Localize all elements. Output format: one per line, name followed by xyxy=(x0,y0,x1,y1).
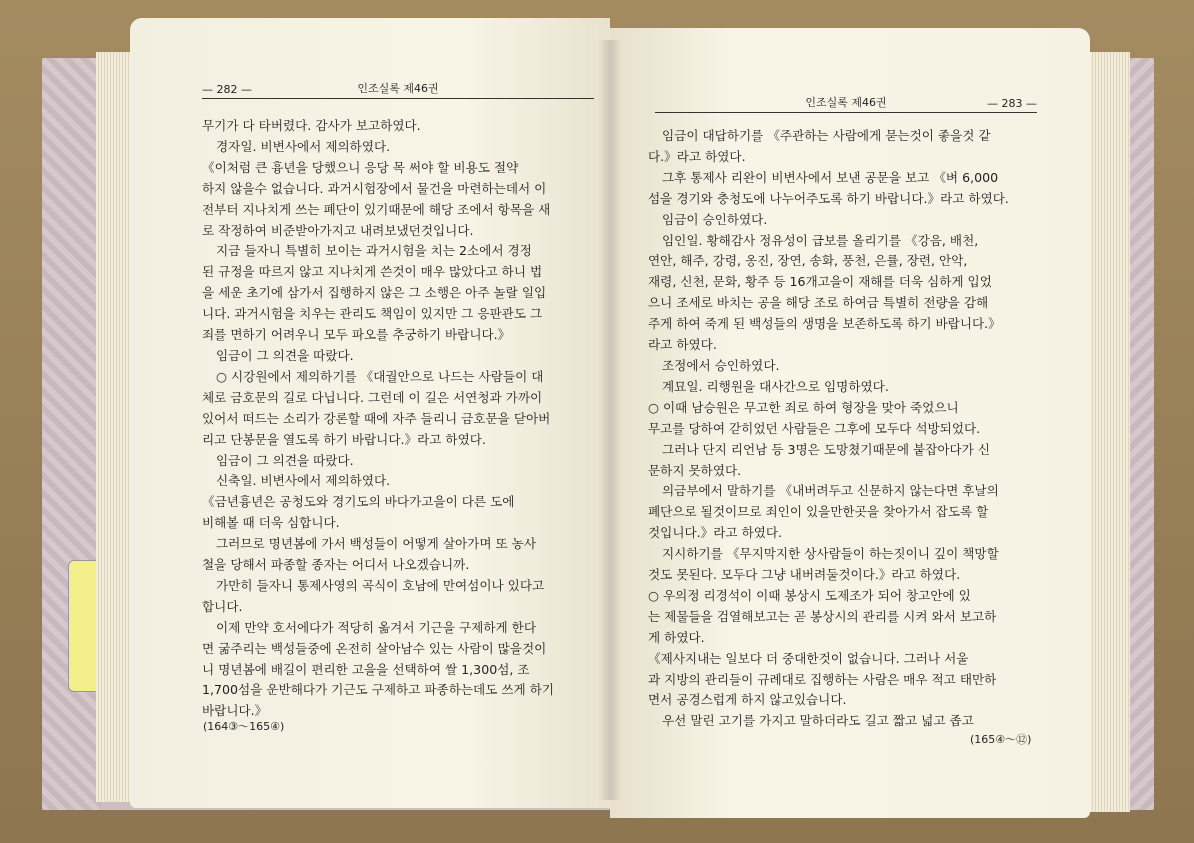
text-line: 합니다. xyxy=(202,598,243,614)
text-line: 주게 하여 죽게 된 백성들의 생명을 보존하도록 하기 바랍니다.》 xyxy=(648,316,1001,332)
text-line: 폐단으로 될것이므로 죄인이 있을만한곳을 찾아가서 잡도록 할 xyxy=(648,504,989,520)
text-line: 지시하기를 《무지막지한 상사람들이 하는짓이니 깊이 책망할 xyxy=(662,546,999,562)
left-page-body xyxy=(202,116,594,722)
text-line: 의금부에서 말하기를 《내버려두고 신문하지 않는다면 후날의 xyxy=(662,483,999,499)
text-line: 그러므로 명년봄에 가서 백성들이 어떻게 살아가며 또 농사 xyxy=(216,536,536,552)
text-line: 라고 하였다. xyxy=(648,337,717,353)
text-line: 무고를 당하여 갇히었던 사람들은 그후에 모두다 석방되었다. xyxy=(648,420,981,436)
text-line: 죄를 면하기 어려우니 모두 파오를 추궁하기 바랍니다.》 xyxy=(202,327,511,343)
text-line: 리고 단봉문을 열도록 하기 바랍니다.》라고 하였다. xyxy=(202,431,486,447)
text-line: 1,700섬을 운반해다가 기근도 구제하고 파종하는데도 쓰게 하기 xyxy=(202,682,555,698)
text-line: 임금이 그 의견을 따랐다. xyxy=(216,452,354,468)
text-line: 지금 들자니 특별히 보이는 과거시험을 치는 2소에서 경정 xyxy=(216,243,532,259)
text-line: 비해볼 때 더욱 심합니다. xyxy=(202,515,340,531)
text-line: 것입니다.》라고 하였다. xyxy=(648,525,783,541)
text-line: 면 굶주리는 백성들중에 온전히 살아남수 있는 사람이 많을것이 xyxy=(202,640,547,656)
text-line: 체로 금호문의 길로 다닙니다. 그런데 이 길은 서연청과 가까이 xyxy=(202,389,543,405)
right-page-header xyxy=(655,90,1037,113)
text-line: 그러나 단지 리언남 등 3명은 도망쳤기때문에 붙잡아다가 신 xyxy=(662,441,991,457)
text-line: 문하지 못하였다. xyxy=(648,462,742,478)
text-line: 하지 않을수 없습니다. 과거시험장에서 물건을 마련하는데서 이 xyxy=(202,180,547,196)
text-line: 《금년흉년은 공청도와 경기도의 바다가고을이 다른 도에 xyxy=(202,494,515,510)
text-line: 된 규정을 따르지 않고 지나치게 쓴것이 매우 많았다고 하니 법 xyxy=(202,264,543,280)
right-page-body xyxy=(648,126,1043,732)
text-line: 연안, 해주, 강령, 옹진, 장연, 송화, 풍천, 은률, 장련, 안악, xyxy=(648,253,968,269)
text-line: 임금이 대답하기를 《주관하는 사람에게 묻는것이 좋을것 같 xyxy=(662,128,991,143)
text-line: 게 하였다. xyxy=(648,629,705,645)
text-line: 섬을 경기와 충청도에 나누어주도록 하기 바랍니다.》라고 하였다. xyxy=(648,190,1009,206)
text-line: 철을 당해서 파종할 종자는 어디서 나오겠습니까. xyxy=(202,557,470,573)
text-line: 바랍니다.》 xyxy=(202,703,268,719)
text-line: 재령, 신천, 문화, 황주 등 16개고을이 재해를 더욱 심하게 입었 xyxy=(648,274,992,290)
text-line: 것도 못된다. 모두다 그냥 내버려둘것이다.》라고 하였다. xyxy=(648,567,961,583)
cover-pattern-left xyxy=(42,58,102,810)
text-line: 임금이 승인하였다. xyxy=(662,211,768,227)
text-line: 무기가 다 타버렸다. 감사가 보고하였다. xyxy=(202,118,421,133)
right-page-citation: (165④～⑫) xyxy=(970,733,1032,746)
left-page-header xyxy=(202,76,594,99)
text-line: 으니 조세로 바치는 공을 해당 조로 하여금 특별히 전량을 감해 xyxy=(648,295,989,311)
text-line: 《이처럼 큰 흉년을 당했으니 응당 목 써야 할 비용도 절약 xyxy=(202,159,519,175)
text-line: 전부터 지나치게 쓰는 폐단이 있기때문에 해당 조에서 항목을 새 xyxy=(202,201,551,217)
text-line: ○ 이때 남승원은 무고한 죄로 하여 형장을 맞아 죽었으니 xyxy=(648,399,959,415)
right-running-title: 인조실록 제46권 xyxy=(805,96,887,109)
text-line: 니 명년봄에 배길이 편리한 고을을 선택하여 쌀 1,300섬, 조 xyxy=(202,661,530,677)
text-line: 이제 만약 호서에다가 적당히 옮겨서 기근을 구제하게 한다 xyxy=(216,619,536,635)
right-page-number: — 283 — xyxy=(987,97,1037,110)
left-page-citation: (164③～165④) xyxy=(203,720,285,733)
text-line: 조정에서 승인하였다. xyxy=(662,357,780,373)
text-line: 임금이 그 의견을 따랐다. xyxy=(216,347,354,363)
text-line: 《제사지내는 일보다 더 중대한것이 없습니다. 그러나 서울 xyxy=(648,650,969,666)
text-line: ○ 우의정 리경석이 이때 봉상시 도제조가 되어 창고안에 있 xyxy=(648,587,971,603)
text-line: 경자일. 비변사에서 제의하였다. xyxy=(216,138,391,154)
text-line: 니다. 과거시험을 치우는 관리도 책임이 있지만 그 응판관도 그 xyxy=(202,306,543,322)
text-line: 그후 통제사 리완이 비변사에서 보낸 공문을 보고 《벼 6,000 xyxy=(662,169,999,185)
text-line: 우선 말린 고기를 가지고 말하더라도 길고 짧고 넓고 좁고 xyxy=(662,713,974,729)
text-line: 계묘일. 리행원을 대사간으로 임명하였다. xyxy=(662,378,889,394)
text-line: ○ 시강원에서 제의하기를 《대궐안으로 나드는 사람들이 대 xyxy=(216,368,544,384)
text-line: 로 작정하여 비준받아가지고 내려보냈던것입니다. xyxy=(202,222,474,238)
text-line: 면서 공경스럽게 하지 않고있습니다. xyxy=(648,692,847,708)
book-gutter xyxy=(598,40,622,800)
text-line: 있어서 떠드는 소리가 강론할 때에 자주 들리니 금호문을 닫아버 xyxy=(202,410,551,426)
text-line: 을 세운 초기에 삼가서 집행하지 않은 그 소행은 아주 놀랄 일입 xyxy=(202,285,547,301)
left-page-number: — 282 — xyxy=(202,83,252,96)
text-line: 과 지방의 관리들이 규례대로 집행하는 사람은 매우 적고 태만하 xyxy=(648,671,997,687)
text-line: 신축일. 비변사에서 제의하였다. xyxy=(216,473,391,489)
text-line: 는 제물들을 검열해보고는 곧 봉상시의 관리를 시켜 와서 보고하 xyxy=(648,608,997,624)
text-line: 다.》라고 하였다. xyxy=(648,148,746,164)
text-line: 임인일. 황해감사 정유성이 급보를 올리기를 《강음, 배천, xyxy=(662,232,979,248)
text-line: 가만히 들자니 통제사영의 곡식이 호남에 만여섬이나 있다고 xyxy=(216,577,545,593)
left-running-title: 인조실록 제46권 xyxy=(357,82,439,95)
